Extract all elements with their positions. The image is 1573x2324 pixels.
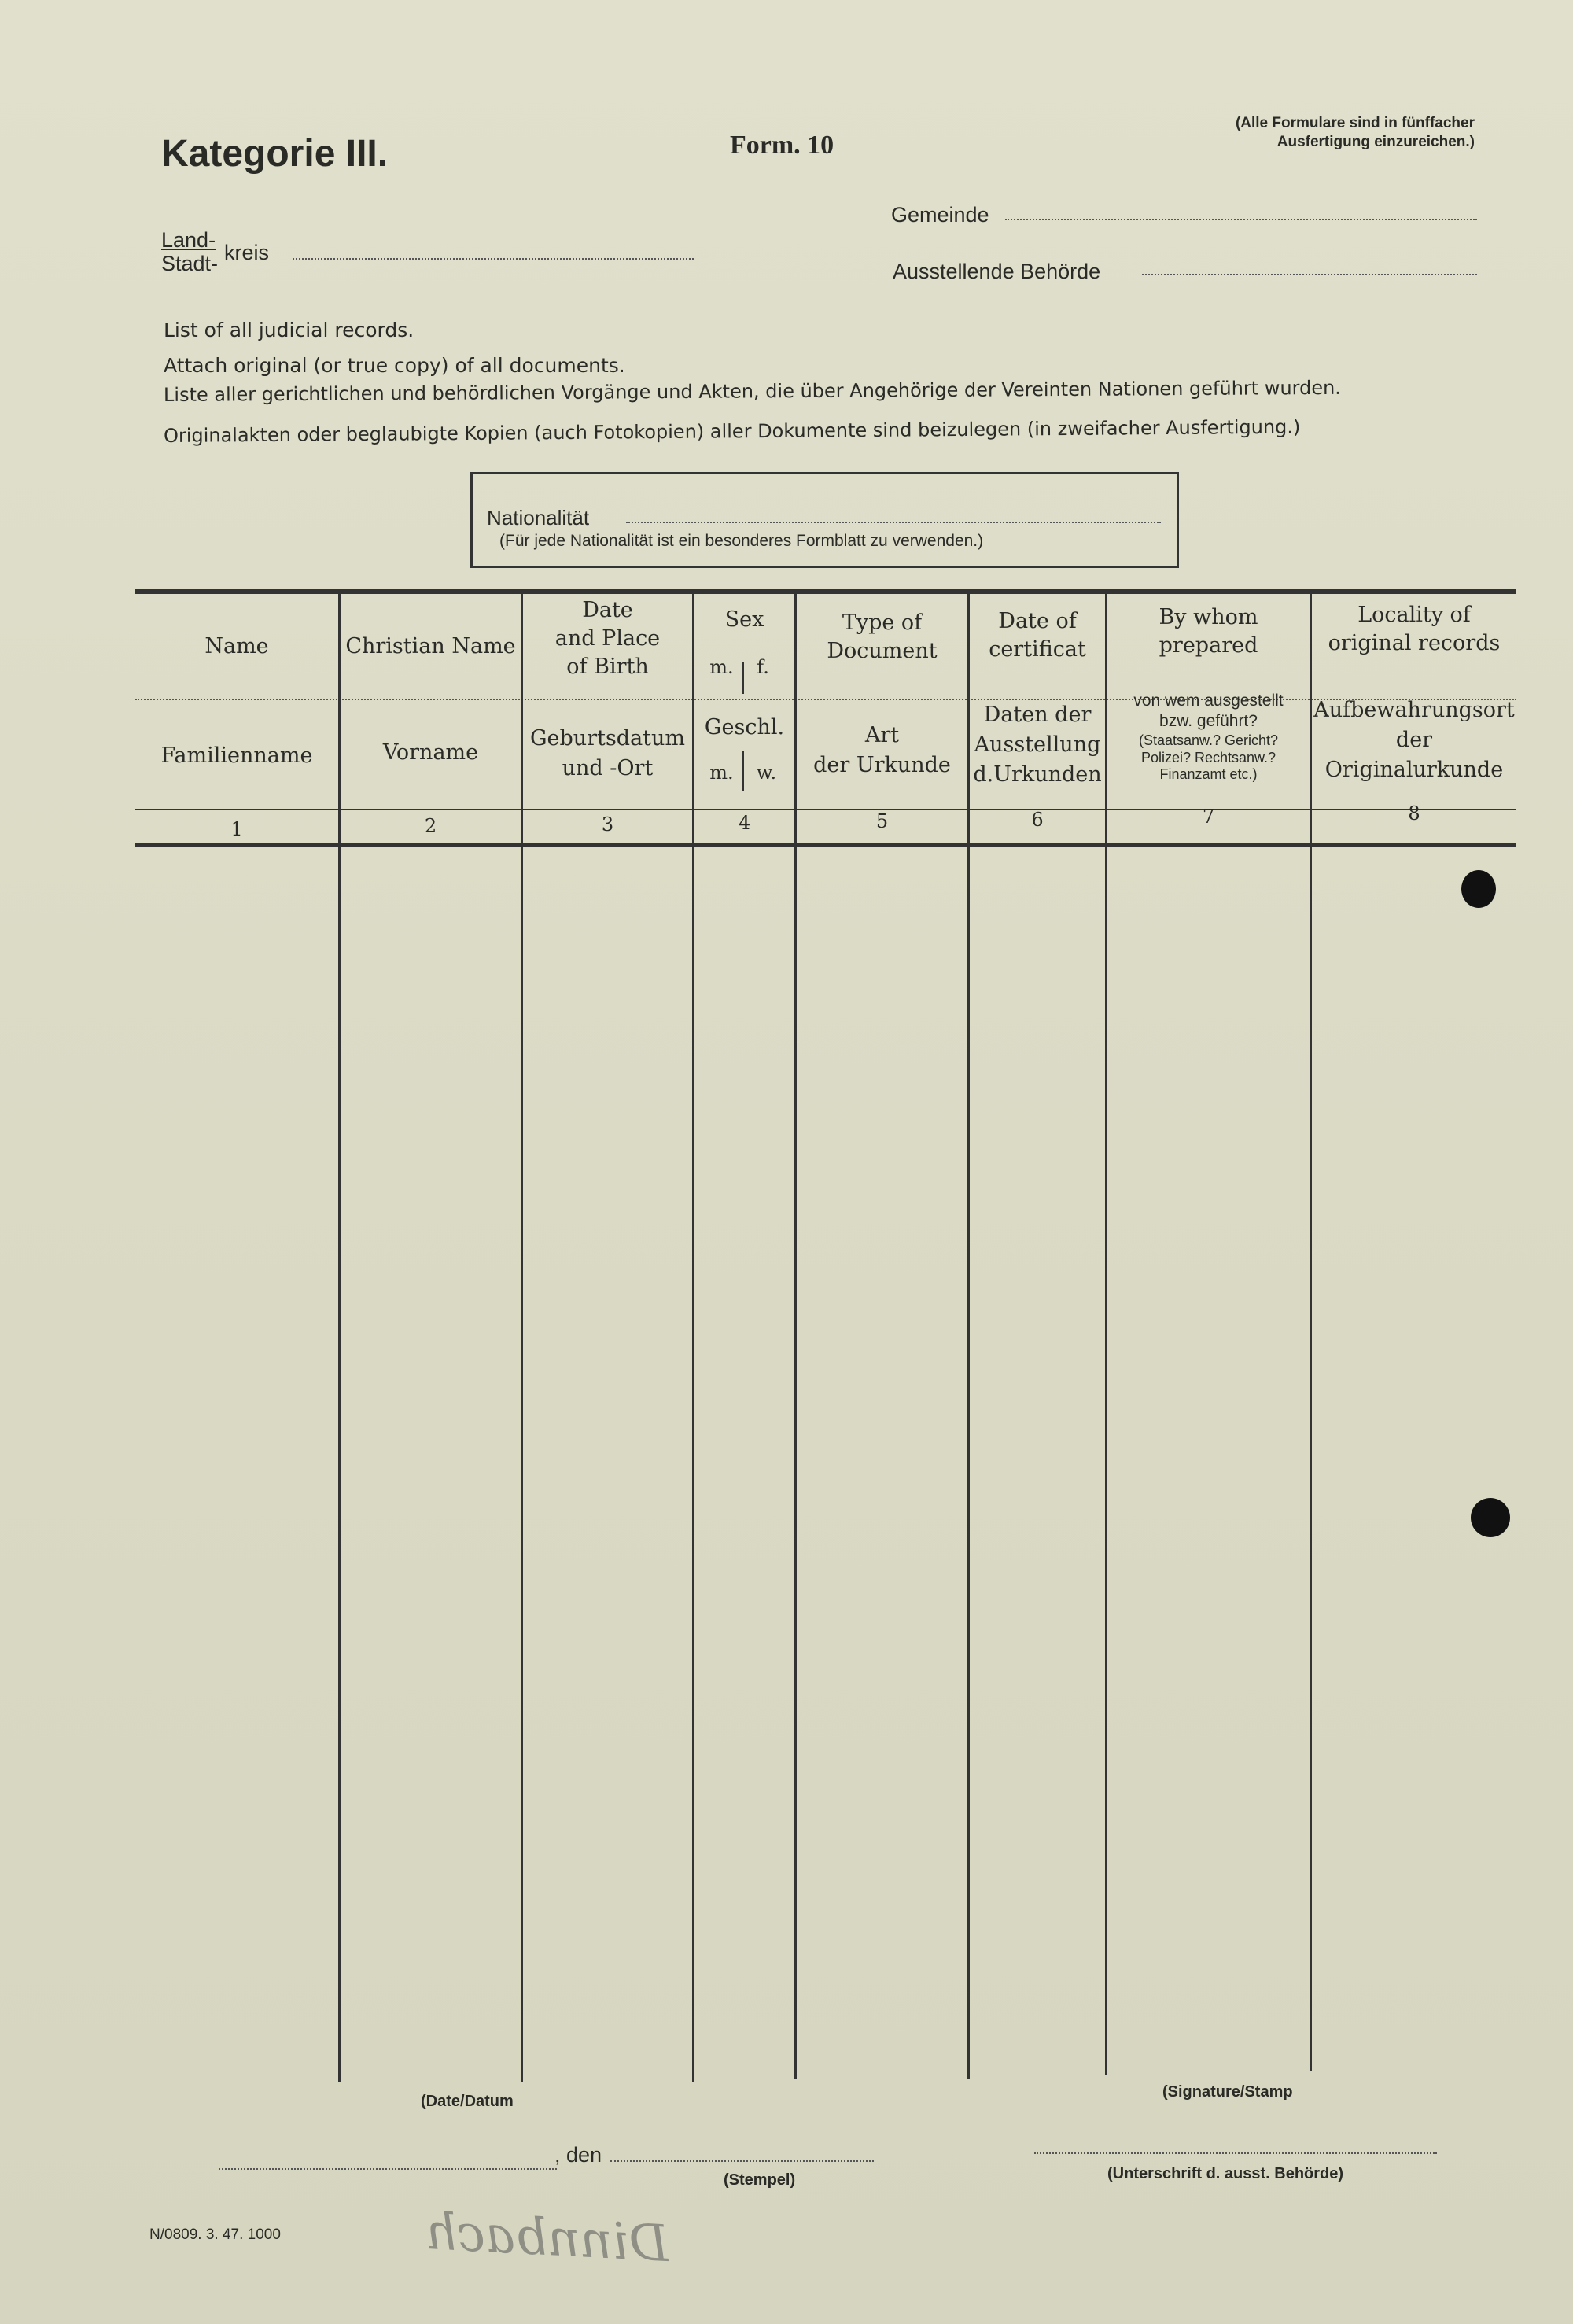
col6-header-de	[970, 700, 1105, 790]
stempel-label: (Stempel)	[724, 2171, 796, 2189]
form-title: Kategorie III.	[161, 133, 389, 175]
instruction-1: List of all judicial records.	[164, 319, 414, 341]
col6-header-en	[970, 607, 1105, 664]
col3-number: 3	[601, 813, 614, 836]
col4-de-m: m.	[709, 762, 734, 784]
col6-en-line2: certificat	[989, 637, 1086, 662]
col8-de-line2: der	[1395, 728, 1433, 752]
col6-de-line1: Daten der	[983, 703, 1092, 727]
signature-field[interactable]	[1034, 2152, 1437, 2154]
unterschrift-label: (Unterschrift d. ausst. Behörde)	[1107, 2165, 1344, 2182]
print-code: N/0809. 3. 47. 1000	[149, 2226, 281, 2243]
col7-en-line2: prepared	[1159, 633, 1258, 658]
col4-number: 4	[738, 812, 751, 834]
col7-header-en	[1107, 603, 1310, 660]
instruction-4: Originalakten oder beglaubigte Kopien (auch Fotokopien) aller Dokumente sind beizulegen (in zweifacher Ausfertigung.)	[163, 415, 1301, 447]
submission-note	[1022, 114, 1475, 152]
kreis-field[interactable]	[293, 258, 694, 260]
signature-stamp-label: (Signature/Stamp	[1162, 2083, 1293, 2101]
col4-de-w: w.	[756, 762, 777, 784]
handwritten-mirror-mark: Dinnbach	[423, 2202, 671, 2274]
submission-note-line2: Ausfertigung einzureichen.)	[1276, 134, 1475, 150]
col5-de-line2: der Urkunde	[813, 753, 951, 777]
col7-en-line1: By whom	[1159, 605, 1258, 629]
col3-de-line2: und -Ort	[562, 756, 654, 780]
col6-number: 6	[1031, 809, 1044, 831]
col5-number: 5	[875, 810, 889, 832]
col8-de-line1: Aufbewahrungsort	[1313, 698, 1515, 722]
land-label: Land-	[161, 228, 216, 252]
ausstellende-behoerde-label: Ausstellende Behörde	[893, 260, 1101, 283]
col6-de-line2: Ausstellung	[974, 732, 1101, 757]
den-label: , den	[554, 2143, 602, 2167]
col2-header-de: Vorname	[382, 740, 479, 765]
col5-header-de	[797, 721, 967, 780]
gemeinde-label: Gemeinde	[891, 203, 989, 227]
col3-header-de	[523, 724, 692, 784]
ink-blot-2	[1471, 1498, 1510, 1537]
col7-de-line2: bzw. geführt?	[1159, 712, 1258, 730]
nationality-label: Nationalität	[487, 506, 590, 529]
col7-de-line4: Polizei? Rechtsanw.?	[1140, 750, 1276, 765]
sex-mf-divider	[742, 662, 744, 694]
sex-mw-divider	[742, 751, 744, 791]
col8-header-de	[1312, 695, 1516, 785]
col7-de-line1: von wem ausgestellt	[1133, 692, 1284, 710]
col3-de-line1: Geburtsdatum	[529, 726, 686, 751]
col7-de-line3: (Staatsanw.? Gericht?	[1138, 732, 1279, 748]
col8-en-line1: Locality of	[1357, 603, 1471, 627]
gemeinde-field[interactable]	[1005, 219, 1477, 220]
col3-en-line1: Date	[582, 598, 633, 622]
nationality-field[interactable]	[626, 522, 1161, 523]
kreis-label: kreis	[224, 241, 270, 264]
col2-number: 2	[424, 815, 437, 837]
submission-note-line1: (Alle Formulare sind in fünffacher	[1235, 115, 1475, 131]
col8-en-line2: original records	[1328, 631, 1501, 655]
col5-header-en	[797, 609, 967, 666]
col1-header-en: Name	[204, 634, 269, 658]
col4-en-m: m.	[709, 656, 734, 678]
col1-header-de: Familienname	[160, 743, 313, 768]
ausstellende-behoerde-field[interactable]	[1142, 274, 1477, 275]
instruction-2: Attach original (or true copy) of all documents.	[164, 354, 625, 377]
col8-de-line3: Originalurkunde	[1324, 758, 1504, 782]
place-field[interactable]	[219, 2168, 557, 2170]
col4-header-de: Geschl.	[704, 715, 785, 740]
col3-en-line2: and Place	[554, 626, 661, 651]
instruction-3: Liste aller gerichtlichen und behördlichen Vorgänge und Akten, die über Angehörige der Vereinten Nationen geführt wurden.	[163, 376, 1341, 406]
col4-en-f: f.	[757, 656, 769, 678]
col2-header-en: Christian Name	[345, 634, 516, 658]
col4-header-en: Sex	[724, 607, 764, 632]
form-number: Form. 10	[730, 131, 834, 160]
col6-en-line1: Date of	[998, 609, 1077, 633]
nationality-box	[470, 472, 1179, 568]
col5-de-line1: Art	[864, 723, 900, 747]
col5-en-line2: Document	[827, 639, 938, 663]
land-stadt-kreis-label	[161, 228, 218, 275]
stadt-label: Stadt-	[161, 252, 219, 275]
col1-number: 1	[230, 818, 243, 840]
col5-en-line1: Type of	[842, 611, 923, 635]
ink-blot-1	[1461, 870, 1496, 908]
col6-de-line3: d.Urkunden	[973, 762, 1102, 787]
date-label: (Date/Datum	[421, 2093, 514, 2110]
date-field[interactable]	[610, 2160, 874, 2162]
nationality-note: (Für jede Nationalität ist ein besonderes Formblatt zu verwenden.)	[499, 532, 984, 550]
col8-header-en	[1312, 601, 1516, 658]
col7-de-line5: Finanzamt etc.)	[1159, 766, 1258, 782]
col7-number: 7	[1202, 806, 1215, 828]
col3-header-en	[523, 596, 692, 681]
col7-header-de	[1107, 691, 1310, 782]
col3-en-line3: of Birth	[566, 655, 649, 679]
col8-number: 8	[1408, 802, 1420, 824]
